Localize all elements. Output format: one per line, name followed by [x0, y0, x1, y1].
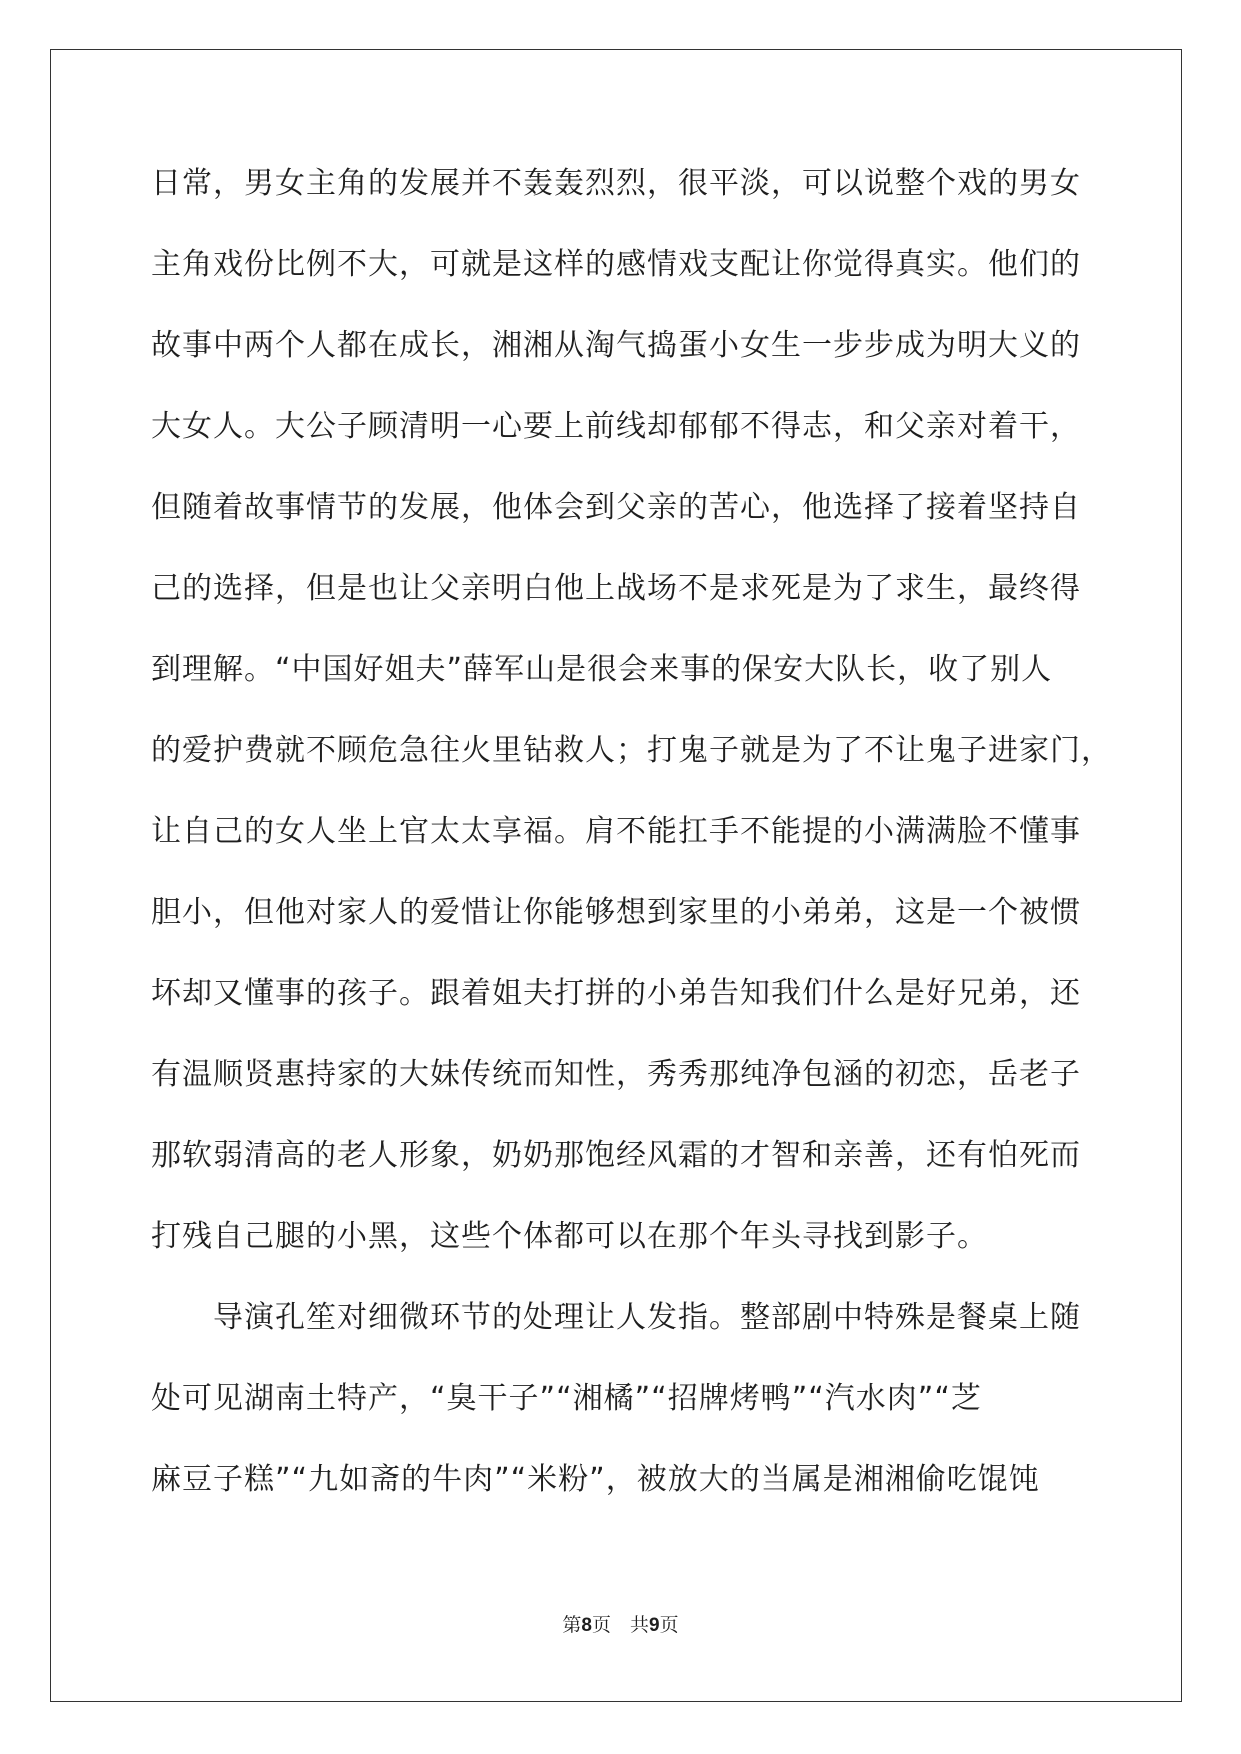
text-line: 麻豆子糕”“九如斋的牛肉”“米粉”，被放大的当属是湘湘偷吃馄饨: [151, 1462, 1040, 1497]
page-footer: [0, 1610, 1241, 1637]
footer-middle: 页 共: [591, 1614, 649, 1636]
footer-prefix: 第: [562, 1614, 582, 1636]
current-page-number: 8: [581, 1615, 592, 1636]
text-line: 日常，男女主角的发展并不轰轰烈烈，很平淡，可以说整个戏的男女: [151, 166, 1081, 201]
text-line: 胆小，但他对家人的爱惜让你能够想到家里的小弟弟，这是一个被惯: [151, 895, 1081, 930]
text-line: 主角戏份比例不大，可就是这样的感情戏支配让你觉得真实。他们的: [151, 247, 1081, 282]
text-line: 但随着故事情节的发展，他体会到父亲的苦心，他选择了接着坚持自: [151, 490, 1081, 525]
text-line: 大女人。大公子顾清明一心要上前线却郁郁不得志，和父亲对着干，: [151, 409, 1081, 444]
text-line: 处可见湖南土特产，“臭干子”“湘橘”“招牌烤鸭”“汽水肉”“芝: [151, 1381, 982, 1416]
text-line: 到理解。“中国好姐夫”薛军山是很会来事的保安大队长，收了别人: [151, 652, 1053, 687]
text-line: 的爱护费就不顾危急往火里钻救人；打鬼子就是为了不让鬼子进家门，: [151, 733, 1112, 768]
text-line: 让自己的女人坐上官太太享福。肩不能扛手不能提的小满满脸不懂事: [151, 814, 1081, 849]
text-line: 打残自己腿的小黑，这些个体都可以在那个年头寻找到影子。: [151, 1219, 988, 1254]
total-pages-number: 9: [649, 1615, 660, 1636]
text-line: 故事中两个人都在成长，湘湘从淘气捣蛋小女生一步步成为明大义的: [151, 328, 1081, 363]
text-line: 坏却又懂事的孩子。跟着姐夫打拼的小弟告知我们什么是好兄弟，还: [151, 976, 1081, 1011]
text-line: 那软弱清高的老人形象，奶奶那饱经风霜的才智和亲善，还有怕死而: [151, 1138, 1081, 1173]
text-line: 己的选择，但是也让父亲明白他上战场不是求死是为了求生，最终得: [151, 571, 1081, 606]
document-body: [151, 162, 1112, 1539]
footer-suffix: 页: [659, 1614, 679, 1636]
text-line: 导演孔笙对细微环节的处理让人发指。整部剧中特殊是餐桌上随: [151, 1300, 1081, 1335]
text-line: 有温顺贤惠持家的大妹传统而知性，秀秀那纯净包涵的初恋，岳老子: [151, 1057, 1081, 1092]
